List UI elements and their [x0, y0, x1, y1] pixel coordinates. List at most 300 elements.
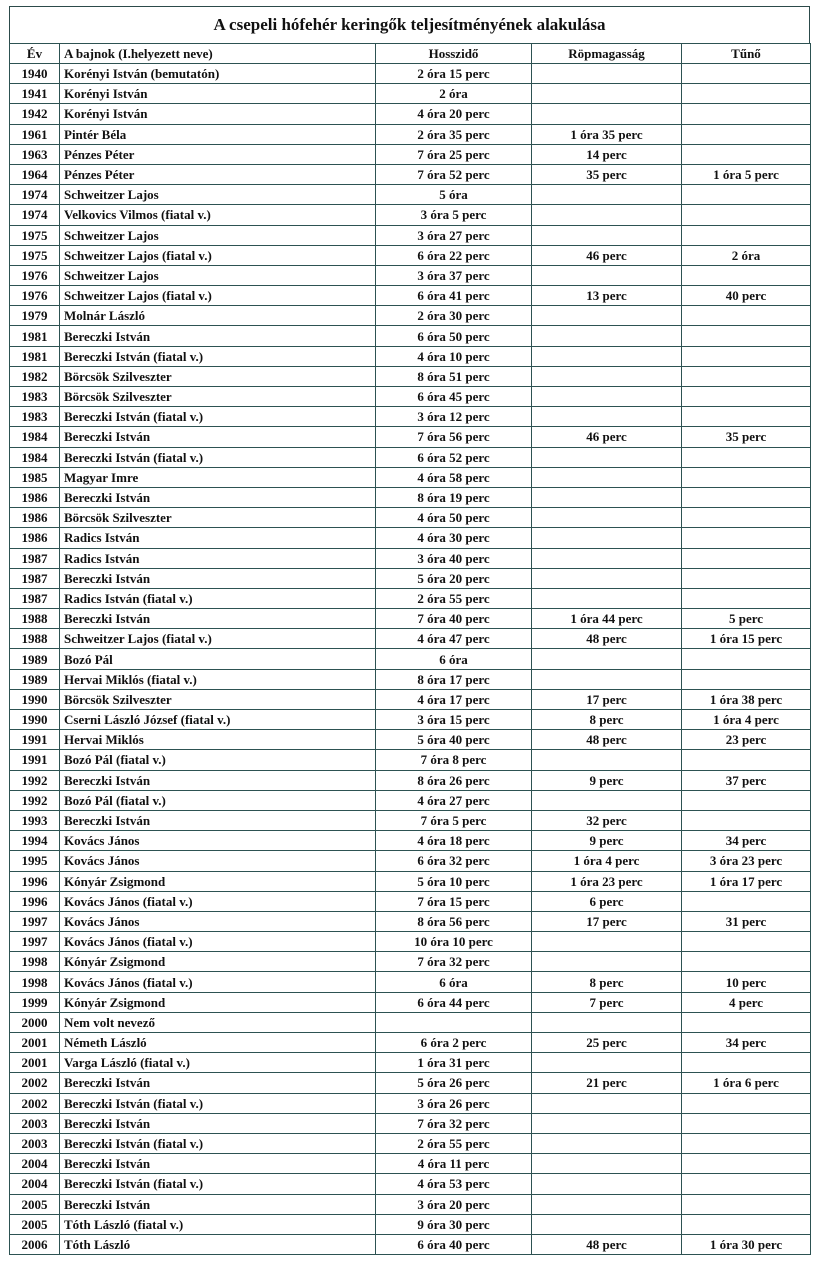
table-row [10, 164, 811, 184]
cell-year: 2004 [10, 1174, 60, 1194]
cell-champion: Bozó Pál (fiatal v.) [60, 790, 376, 810]
cell-flight-height: 46 perc [532, 427, 682, 447]
cell-duration: 8 óra 56 perc [376, 911, 532, 931]
cell-year: 1996 [10, 871, 60, 891]
header-champion: A bajnok (I.helyezett neve) [60, 44, 376, 64]
cell-duration: 7 óra 5 perc [376, 810, 532, 830]
cell-flight-height: 1 óra 4 perc [532, 851, 682, 871]
cell-duration: 4 óra 20 perc [376, 104, 532, 124]
table-row [10, 851, 811, 871]
cell-year: 1997 [10, 932, 60, 952]
cell-flight-height: 46 perc [532, 245, 682, 265]
table-row [10, 1214, 811, 1234]
table-row [10, 286, 811, 306]
table-row [10, 225, 811, 245]
cell-flight-height: 7 perc [532, 992, 682, 1012]
cell-champion: Schweitzer Lajos [60, 225, 376, 245]
cell-disappear [682, 185, 811, 205]
cell-flight-height: 1 óra 35 perc [532, 124, 682, 144]
cell-flight-height [532, 185, 682, 205]
cell-champion: Radics István [60, 528, 376, 548]
header-duration: Hosszidő [376, 44, 532, 64]
cell-champion: Bereczki István (fiatal v.) [60, 346, 376, 366]
cell-duration: 4 óra 58 perc [376, 467, 532, 487]
cell-flight-height [532, 346, 682, 366]
cell-champion: Bozó Pál [60, 649, 376, 669]
cell-duration: 2 óra 55 perc [376, 1133, 532, 1153]
cell-champion: Kónyár Zsigmond [60, 871, 376, 891]
cell-disappear: 23 perc [682, 730, 811, 750]
cell-duration: 4 óra 50 perc [376, 508, 532, 528]
cell-duration: 3 óra 37 perc [376, 265, 532, 285]
cell-flight-height [532, 387, 682, 407]
cell-flight-height: 13 perc [532, 286, 682, 306]
cell-champion: Bereczki István (fiatal v.) [60, 447, 376, 467]
cell-champion: Molnár László [60, 306, 376, 326]
cell-duration: 2 óra 35 perc [376, 124, 532, 144]
cell-champion: Börcsök Szilveszter [60, 387, 376, 407]
cell-year: 1974 [10, 205, 60, 225]
cell-champion: Bozó Pál (fiatal v.) [60, 750, 376, 770]
cell-duration: 7 óra 32 perc [376, 952, 532, 972]
cell-champion: Bereczki István [60, 609, 376, 629]
cell-champion: Börcsök Szilveszter [60, 689, 376, 709]
table-row [10, 387, 811, 407]
cell-flight-height [532, 306, 682, 326]
cell-flight-height [532, 1154, 682, 1174]
cell-year: 1987 [10, 568, 60, 588]
cell-duration: 6 óra [376, 649, 532, 669]
cell-champion: Kovács János (fiatal v.) [60, 932, 376, 952]
cell-year: 2006 [10, 1234, 60, 1254]
cell-duration: 6 óra [376, 972, 532, 992]
cell-disappear: 40 perc [682, 286, 811, 306]
cell-champion: Bereczki István [60, 427, 376, 447]
cell-disappear [682, 1174, 811, 1194]
cell-disappear [682, 447, 811, 467]
table-row [10, 710, 811, 730]
cell-champion: Schweitzer Lajos (fiatal v.) [60, 245, 376, 265]
cell-flight-height [532, 1214, 682, 1234]
cell-champion: Schweitzer Lajos (fiatal v.) [60, 286, 376, 306]
cell-duration: 6 óra 52 perc [376, 447, 532, 467]
cell-flight-height: 1 óra 23 perc [532, 871, 682, 891]
cell-year: 1976 [10, 286, 60, 306]
cell-year: 1987 [10, 588, 60, 608]
cell-champion: Velkovics Vilmos (fiatal v.) [60, 205, 376, 225]
table-row [10, 1113, 811, 1133]
cell-champion: Nem volt nevező [60, 1012, 376, 1032]
cell-flight-height: 21 perc [532, 1073, 682, 1093]
cell-champion: Kovács János (fiatal v.) [60, 972, 376, 992]
cell-disappear [682, 64, 811, 84]
cell-flight-height [532, 1113, 682, 1133]
cell-flight-height: 25 perc [532, 1033, 682, 1053]
cell-flight-height [532, 84, 682, 104]
cell-champion: Bereczki István [60, 1113, 376, 1133]
table-row [10, 124, 811, 144]
cell-disappear [682, 508, 811, 528]
table-row [10, 1053, 811, 1073]
cell-year: 1989 [10, 669, 60, 689]
cell-disappear: 1 óra 17 perc [682, 871, 811, 891]
cell-flight-height [532, 1194, 682, 1214]
cell-year: 1976 [10, 265, 60, 285]
cell-champion: Bereczki István [60, 326, 376, 346]
cell-flight-height [532, 548, 682, 568]
cell-disappear [682, 205, 811, 225]
cell-disappear [682, 346, 811, 366]
cell-duration: 4 óra 17 perc [376, 689, 532, 709]
cell-duration: 8 óra 26 perc [376, 770, 532, 790]
table-row [10, 810, 811, 830]
cell-flight-height [532, 528, 682, 548]
cell-flight-height [532, 649, 682, 669]
cell-duration: 3 óra 20 perc [376, 1194, 532, 1214]
cell-flight-height [532, 1133, 682, 1153]
cell-disappear [682, 407, 811, 427]
cell-flight-height [532, 750, 682, 770]
cell-champion: Bereczki István [60, 1073, 376, 1093]
cell-year: 1992 [10, 790, 60, 810]
cell-champion: Bereczki István [60, 487, 376, 507]
cell-flight-height [532, 1053, 682, 1073]
cell-year: 1961 [10, 124, 60, 144]
cell-year: 2001 [10, 1053, 60, 1073]
table-row [10, 932, 811, 952]
cell-disappear: 1 óra 38 perc [682, 689, 811, 709]
table-row [10, 1073, 811, 1093]
cell-flight-height [532, 265, 682, 285]
cell-year: 1995 [10, 851, 60, 871]
table-row [10, 508, 811, 528]
cell-duration: 2 óra [376, 84, 532, 104]
cell-duration: 10 óra 10 perc [376, 932, 532, 952]
table-row [10, 366, 811, 386]
cell-duration: 7 óra 15 perc [376, 891, 532, 911]
cell-disappear [682, 588, 811, 608]
cell-disappear [682, 891, 811, 911]
cell-champion: Radics István [60, 548, 376, 568]
cell-year: 2002 [10, 1093, 60, 1113]
cell-year: 1990 [10, 689, 60, 709]
cell-flight-height: 9 perc [532, 770, 682, 790]
cell-champion: Hervai Miklós [60, 730, 376, 750]
table-row [10, 306, 811, 326]
cell-disappear: 1 óra 6 perc [682, 1073, 811, 1093]
table-row [10, 427, 811, 447]
cell-disappear: 35 perc [682, 427, 811, 447]
cell-year: 1963 [10, 144, 60, 164]
cell-champion: Kovács János [60, 911, 376, 931]
table-row [10, 992, 811, 1012]
cell-disappear [682, 568, 811, 588]
cell-flight-height [532, 326, 682, 346]
cell-year: 1998 [10, 972, 60, 992]
table-row [10, 730, 811, 750]
cell-year: 1988 [10, 609, 60, 629]
cell-champion: Bereczki István [60, 1154, 376, 1174]
cell-flight-height [532, 407, 682, 427]
cell-duration: 3 óra 40 perc [376, 548, 532, 568]
cell-year: 1987 [10, 548, 60, 568]
table-row [10, 770, 811, 790]
cell-duration: 4 óra 53 perc [376, 1174, 532, 1194]
cell-year: 1975 [10, 245, 60, 265]
cell-flight-height: 1 óra 44 perc [532, 609, 682, 629]
table-row [10, 1154, 811, 1174]
header-year: Év [10, 44, 60, 64]
cell-duration: 7 óra 25 perc [376, 144, 532, 164]
cell-year: 1989 [10, 649, 60, 669]
cell-disappear [682, 306, 811, 326]
cell-flight-height: 48 perc [532, 1234, 682, 1254]
cell-disappear [682, 1194, 811, 1214]
cell-flight-height [532, 1174, 682, 1194]
cell-year: 1997 [10, 911, 60, 931]
table-row [10, 447, 811, 467]
cell-year: 1983 [10, 387, 60, 407]
cell-duration: 6 óra 40 perc [376, 1234, 532, 1254]
cell-flight-height: 32 perc [532, 810, 682, 830]
table-row [10, 64, 811, 84]
cell-year: 2005 [10, 1194, 60, 1214]
cell-champion: Schweitzer Lajos [60, 185, 376, 205]
cell-disappear [682, 669, 811, 689]
table-row [10, 1033, 811, 1053]
cell-duration: 3 óra 15 perc [376, 710, 532, 730]
page-title: A csepeli hófehér keringők teljesítményének alakulása [9, 6, 810, 43]
cell-year: 1999 [10, 992, 60, 1012]
cell-flight-height [532, 508, 682, 528]
cell-champion: Bereczki István (fiatal v.) [60, 1133, 376, 1153]
cell-champion: Schweitzer Lajos (fiatal v.) [60, 629, 376, 649]
cell-flight-height [532, 588, 682, 608]
table-row [10, 568, 811, 588]
cell-disappear: 1 óra 5 perc [682, 164, 811, 184]
table-row [10, 790, 811, 810]
cell-year: 1986 [10, 508, 60, 528]
cell-disappear: 37 perc [682, 770, 811, 790]
cell-disappear [682, 1053, 811, 1073]
cell-flight-height [532, 366, 682, 386]
cell-flight-height: 35 perc [532, 164, 682, 184]
cell-year: 1984 [10, 447, 60, 467]
cell-flight-height [532, 669, 682, 689]
cell-duration: 8 óra 17 perc [376, 669, 532, 689]
cell-duration: 8 óra 19 perc [376, 487, 532, 507]
cell-flight-height [532, 225, 682, 245]
cell-year: 1994 [10, 831, 60, 851]
cell-duration: 2 óra 55 perc [376, 588, 532, 608]
cell-disappear: 10 perc [682, 972, 811, 992]
cell-champion: Bereczki István [60, 810, 376, 830]
cell-year: 1991 [10, 750, 60, 770]
cell-champion: Tóth László [60, 1234, 376, 1254]
cell-disappear: 34 perc [682, 831, 811, 851]
table-row [10, 548, 811, 568]
cell-flight-height [532, 1012, 682, 1032]
cell-flight-height [532, 952, 682, 972]
cell-flight-height: 6 perc [532, 891, 682, 911]
cell-year: 1984 [10, 427, 60, 447]
cell-duration: 9 óra 30 perc [376, 1214, 532, 1234]
cell-year: 1964 [10, 164, 60, 184]
table-row [10, 972, 811, 992]
table-row [10, 265, 811, 285]
table-body [10, 64, 811, 1255]
cell-disappear [682, 366, 811, 386]
cell-flight-height: 48 perc [532, 730, 682, 750]
cell-duration: 4 óra 30 perc [376, 528, 532, 548]
cell-duration: 3 óra 12 perc [376, 407, 532, 427]
header-row [10, 44, 811, 64]
cell-disappear [682, 750, 811, 770]
cell-disappear [682, 1214, 811, 1234]
cell-duration [376, 1012, 532, 1032]
cell-disappear [682, 487, 811, 507]
cell-duration: 3 óra 27 perc [376, 225, 532, 245]
cell-champion: Bereczki István [60, 1194, 376, 1214]
cell-duration: 5 óra 10 perc [376, 871, 532, 891]
cell-year: 2002 [10, 1073, 60, 1093]
cell-champion: Hervai Miklós (fiatal v.) [60, 669, 376, 689]
table-row [10, 205, 811, 225]
cell-flight-height: 8 perc [532, 710, 682, 730]
table-row [10, 629, 811, 649]
cell-flight-height: 8 perc [532, 972, 682, 992]
cell-duration: 7 óra 32 perc [376, 1113, 532, 1133]
cell-year: 1990 [10, 710, 60, 730]
cell-year: 1979 [10, 306, 60, 326]
cell-disappear [682, 548, 811, 568]
cell-year: 1981 [10, 326, 60, 346]
cell-champion: Korényi István (bemutatón) [60, 64, 376, 84]
cell-year: 1991 [10, 730, 60, 750]
cell-champion: Németh László [60, 1033, 376, 1053]
cell-year: 1942 [10, 104, 60, 124]
cell-duration: 4 óra 10 perc [376, 346, 532, 366]
cell-duration: 6 óra 32 perc [376, 851, 532, 871]
cell-flight-height [532, 64, 682, 84]
cell-disappear [682, 810, 811, 830]
table-row [10, 649, 811, 669]
cell-flight-height: 48 perc [532, 629, 682, 649]
cell-flight-height [532, 790, 682, 810]
cell-champion: Kovács János [60, 851, 376, 871]
cell-champion: Cserni László József (fiatal v.) [60, 710, 376, 730]
cell-disappear [682, 124, 811, 144]
cell-champion: Kovács János [60, 831, 376, 851]
cell-disappear [682, 790, 811, 810]
cell-year: 1996 [10, 891, 60, 911]
cell-disappear [682, 84, 811, 104]
table-row [10, 669, 811, 689]
cell-duration: 7 óra 40 perc [376, 609, 532, 629]
table-row [10, 831, 811, 851]
cell-flight-height [532, 568, 682, 588]
table-row [10, 487, 811, 507]
cell-year: 1986 [10, 487, 60, 507]
cell-flight-height [532, 487, 682, 507]
cell-duration: 7 óra 56 perc [376, 427, 532, 447]
cell-disappear [682, 1113, 811, 1133]
table-row [10, 750, 811, 770]
cell-champion: Bereczki István [60, 770, 376, 790]
cell-duration: 8 óra 51 perc [376, 366, 532, 386]
cell-disappear [682, 104, 811, 124]
cell-disappear [682, 1133, 811, 1153]
cell-disappear: 1 óra 15 perc [682, 629, 811, 649]
cell-duration: 4 óra 47 perc [376, 629, 532, 649]
cell-year: 1983 [10, 407, 60, 427]
cell-year: 1986 [10, 528, 60, 548]
cell-duration: 5 óra 40 perc [376, 730, 532, 750]
cell-disappear: 1 óra 30 perc [682, 1234, 811, 1254]
table-row [10, 1174, 811, 1194]
cell-duration: 4 óra 11 perc [376, 1154, 532, 1174]
table-row [10, 84, 811, 104]
cell-flight-height: 17 perc [532, 689, 682, 709]
cell-year: 2001 [10, 1033, 60, 1053]
cell-disappear [682, 1012, 811, 1032]
cell-flight-height: 9 perc [532, 831, 682, 851]
cell-duration: 6 óra 2 perc [376, 1033, 532, 1053]
table-row [10, 588, 811, 608]
cell-year: 2005 [10, 1214, 60, 1234]
cell-flight-height [532, 1093, 682, 1113]
cell-year: 1982 [10, 366, 60, 386]
cell-disappear [682, 144, 811, 164]
cell-champion: Kónyár Zsigmond [60, 952, 376, 972]
cell-duration: 6 óra 50 perc [376, 326, 532, 346]
cell-champion: Bereczki István (fiatal v.) [60, 1093, 376, 1113]
cell-flight-height [532, 205, 682, 225]
cell-disappear [682, 1093, 811, 1113]
cell-champion: Pénzes Péter [60, 144, 376, 164]
table-row [10, 326, 811, 346]
cell-champion: Tóth László (fiatal v.) [60, 1214, 376, 1234]
cell-disappear [682, 1154, 811, 1174]
cell-year: 2003 [10, 1133, 60, 1153]
cell-duration: 5 óra 26 perc [376, 1073, 532, 1093]
cell-year: 2003 [10, 1113, 60, 1133]
cell-year: 1993 [10, 810, 60, 830]
table-row [10, 467, 811, 487]
cell-year: 2000 [10, 1012, 60, 1032]
cell-disappear [682, 528, 811, 548]
header-flight-height: Röpmagasság [532, 44, 682, 64]
cell-champion: Börcsök Szilveszter [60, 508, 376, 528]
cell-champion: Pintér Béla [60, 124, 376, 144]
cell-disappear [682, 467, 811, 487]
table-row [10, 609, 811, 629]
cell-duration: 2 óra 30 perc [376, 306, 532, 326]
cell-champion: Bereczki István (fiatal v.) [60, 1174, 376, 1194]
cell-duration: 7 óra 52 perc [376, 164, 532, 184]
cell-flight-height [532, 104, 682, 124]
results-sheet [9, 6, 810, 1255]
cell-year: 1985 [10, 467, 60, 487]
table-row [10, 245, 811, 265]
table-row [10, 407, 811, 427]
header-disappear: Tűnő [682, 44, 811, 64]
cell-disappear [682, 649, 811, 669]
table-row [10, 1012, 811, 1032]
cell-year: 1981 [10, 346, 60, 366]
cell-disappear [682, 387, 811, 407]
table-row [10, 104, 811, 124]
